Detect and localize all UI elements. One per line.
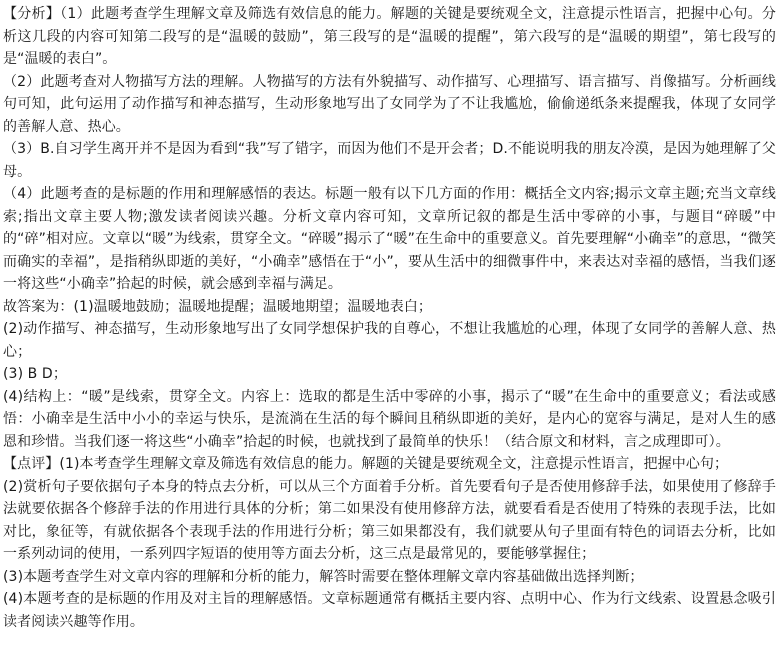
analysis-part-4: （4）此题考查的是标题的作用和理解感悟的表达。标题一般有以下几方面的作用：概括全文内容;揭示文章主题;充当文章线索;指出文章主要人物;激发读者阅读兴趣。分析文章内容可知，文章所记叙的都是生活中零碎的小事，与题目“碎暖”中的“碎”相对应。文章以“暖”为线索，贯穿全文。“碎暖”揭示了“暖”在生命中的重要意义。首先要理解“小确幸”的意思，“微笑而确实的幸福”，是指稍纵即逝的美好，“小确幸”感悟在于“小”，要从生活中的细微事件中，来表达对幸福的感悟，当我们逐一将这些“小确幸”拾起的时候，就会感到幸福与满足。: [3, 186, 776, 292]
analysis-part-3: （3）B.自习学生离开并不是因为看到“我”写了错字，而因为他们不是开会者；D.不能说明我的朋友冷漠，是因为她理解了父母。: [3, 141, 776, 180]
analysis-part-1: 【分析】（1）此题考查学生理解文章及筛选有效信息的能力。解题的关键是要统观全文，注意提示性语言，把握中心句。分析这几段的内容可知第二段写的是“温暖的鼓励”，第三段写的是“温暖的提醒”，第六段写的是“温暖的期望”，第七段写的是“温暖的表白”。: [3, 6, 776, 67]
analysis-part-2: （2）此题考查对人物描写方法的理解。人物描写的方法有外貌描写、动作描写、心理描写、语言描写、肖像描写。分析画线句可知，此句运用了动作描写和神态描写，生动形象地写出了女同学为了不让我尴尬，偷偷递纸条来提醒我，体现了女同学的善解人意、热心。: [3, 73, 776, 135]
answer-intro: 故答案为：(1)温暖地鼓励；温暖地提醒；温暖地期望；温暖地表白；: [3, 298, 433, 315]
answer-part-4: (4)结构上：“暖”是线索，贯穿全文。内容上：选取的都是生活中零碎的小事，揭示了“暖”在生命中的重要意义；看法或感悟：小确幸是生活中小小的幸运与快乐，是流淌在生活的每个瞬间且稍纵即逝的美好，是内心的宽容与满足，是对人生的感恩和珍惜。当我们逐一将这些“小确幸”拾起的时候，也就找到了最简单的快乐！（结合原文和材料，言之成理即可）。: [3, 388, 776, 450]
comment-part-2: (2)赏析句子要依据句子本身的特点去分析，可以从三个方面着手分析。首先要看句子是否使用修辞手法，如果使用了修辞手法就要依据各个修辞手法的作用进行具体的分析；第二如果没有使用修辞方法，就要看看是否使用了特殊的表现手法，比如对比，象征等，有就依据各个表现手法的作用进行分析；第三如果都没有，我们就要从句子里面有特色的词语去分析，比如一系列动词的使用，一系列四字短语的使用等方面去分析，这三点是最常见的，要能够掌握住；: [3, 478, 776, 562]
comment-part-3: (3)本题考查学生对文章内容的理解和分析的能力，解答时需要在整体理解文章内容基础做出选择判断；: [3, 568, 644, 585]
comment-part-4: (4)本题考查的是标题的作用及对主旨的理解感悟。文章标题通常有概括主要内容、点明中心、作为行文线索、设置悬念吸引读者阅读兴趣等作用。: [3, 591, 776, 630]
answer-part-2: (2)动作描写、神态描写，生动形象地写出了女同学想保护我的自尊心，不想让我尴尬的心理，体现了女同学的善解人意、热心；: [3, 321, 776, 360]
answer-part-3: (3) B D；: [3, 366, 67, 382]
comment-part-1: 【点评】(1)本考查学生理解文章及筛选有效信息的能力。解题的关键是要统观全文，注意提示性语言，把握中心句；: [3, 456, 729, 472]
